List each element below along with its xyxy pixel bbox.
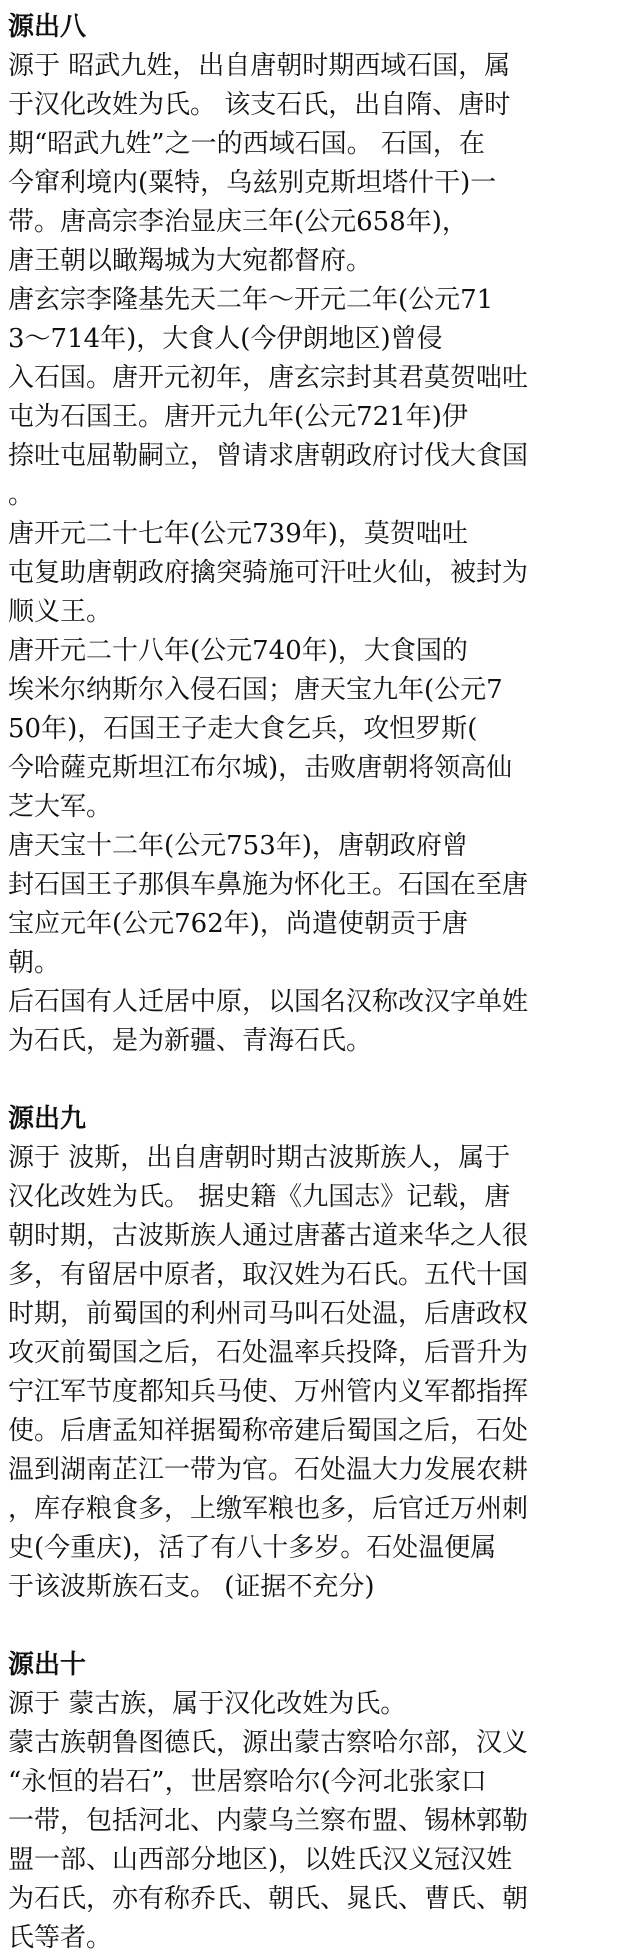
text-line: 带。唐高宗李治显庆三年(公元658年)， [8, 207, 468, 237]
text-line: 于汉化改姓为氏。 该支石氏，出自隋、唐时 [8, 90, 511, 120]
text-line: 使。后唐孟知祥据蜀称帝建后蜀国之后，石处 [8, 1416, 529, 1446]
text-line: 唐天宝十二年(公元753年)，唐朝政府曾 [8, 831, 468, 861]
text-line: 时期，前蜀国的利州司马叫石处温，后唐政权 [8, 1299, 529, 1329]
text-line: 于该波斯族石支。 (证据不充分) [8, 1572, 375, 1602]
text-line: 温到湖南芷江一带为官。石处温大力发展农耕 [8, 1455, 529, 1485]
text-line: 蒙古族朝鲁图德氏，源出蒙古察哈尔部，汉义 [8, 1728, 529, 1758]
text-line: 3～714年)，大食人(今伊朗地区)曾侵 [8, 324, 443, 354]
section-gap [8, 1607, 636, 1646]
text-line: 朝。 [8, 948, 61, 978]
text-line: 埃米尔纳斯尔入侵石国；唐天宝九年(公元7 [8, 675, 503, 705]
text-line: 为石氏，是为新疆、青海石氏。 [8, 1026, 373, 1056]
text-line: 攻灭前蜀国之后，石处温率兵投降，后晋升为 [8, 1338, 529, 1368]
section-3 [8, 1646, 636, 1958]
text-line: 封石国王子那俱车鼻施为怀化王。石国在至唐 [8, 870, 529, 900]
text-line: 捺吐屯屈勒嗣立，曾请求唐朝政府讨伐大食国 [8, 441, 529, 471]
section-heading: 源出九 [8, 1104, 87, 1134]
text-line: 。 [8, 480, 35, 510]
text-line: 屯复助唐朝政府擒突骑施可汗吐火仙，被封为 [8, 558, 529, 588]
text-line: 多，有留居中原者，取汉姓为石氏。五代十国 [8, 1260, 529, 1290]
text-line: 唐玄宗李隆基先天二年～开元二年(公元71 [8, 285, 494, 315]
section-heading: 源出八 [8, 12, 87, 42]
text-line: 盟一部、山西部分地区)，以姓氏汉义冠汉姓 [8, 1845, 513, 1875]
text-line: 宝应元年(公元762年)，尚遣使朝贡于唐 [8, 909, 468, 939]
text-line: 源于 波斯，出自唐朝时期古波斯族人，属于 [8, 1143, 511, 1173]
text-line: 屯为石国王。唐开元九年(公元721年)伊 [8, 402, 468, 432]
text-line: 唐开元二十七年(公元739年)，莫贺咄吐 [8, 519, 468, 549]
section-gap [8, 1061, 636, 1100]
text-line: 期“昭武九姓”之一的西域石国。 石国，在 [8, 129, 485, 159]
text-line: 唐开元二十八年(公元740年)，大食国的 [8, 636, 468, 666]
text-line: 氏等者。 [8, 1923, 113, 1953]
text-line: 史(今重庆)，活了有八十多岁。石处温便属 [8, 1533, 497, 1563]
text-line: 宁江军节度都知兵马使、万州管内义军都指挥 [8, 1377, 529, 1407]
text-line: 一带，包括河北、内蒙乌兰察布盟、锡林郭勒 [8, 1806, 529, 1836]
text-line: 芝大军。 [8, 792, 113, 822]
text-line: 源于 蒙古族，属于汉化改姓为氏。 [8, 1689, 407, 1719]
text-line: 入石国。唐开元初年，唐玄宗封其君莫贺咄吐 [8, 363, 529, 393]
text-line: 唐王朝以瞰羯城为大宛都督府。 [8, 246, 373, 276]
text-line: 朝时期，古波斯族人通过唐蕃古道来华之人很 [8, 1221, 529, 1251]
text-line: 源于 昭武九姓，出自唐朝时期西域石国，属 [8, 51, 511, 81]
section-heading: 源出十 [8, 1650, 87, 1680]
text-line: 今哈薩克斯坦江布尔城)，击败唐朝将领高仙 [8, 753, 513, 783]
section-2 [8, 1100, 636, 1607]
text-line: 后石国有人迁居中原，以国名汉称改汉字单姓 [8, 987, 529, 1017]
text-line: 为石氏，亦有称乔氏、朝氏、晁氏、曹氏、朝 [8, 1884, 529, 1914]
text-line: ，库存粮食多，上缴军粮也多，后官迁万州刺 [8, 1494, 529, 1524]
text-line: “永恒的岩石”，世居察哈尔(今河北张家口 [8, 1767, 487, 1797]
section-1 [8, 8, 636, 1061]
text-line: 顺义王。 [8, 597, 113, 627]
text-line: 汉化改姓为氏。 据史籍《九国志》记载，唐 [8, 1182, 511, 1212]
text-line: 今窜利境内(粟特，乌兹别克斯坦塔什干)一 [8, 168, 497, 198]
text-line: 50年)，石国王子走大食乞兵，攻怛罗斯( [8, 714, 478, 744]
